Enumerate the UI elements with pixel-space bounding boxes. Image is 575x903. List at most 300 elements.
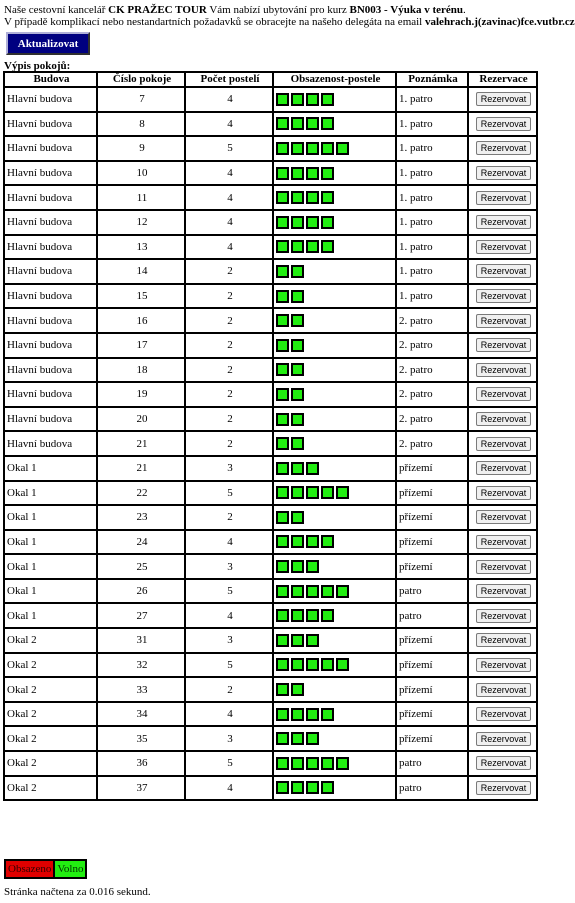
building-cell: Okal 1 xyxy=(4,505,97,530)
bed-free xyxy=(291,437,304,450)
bed-occupancy-bar xyxy=(276,93,395,106)
note-cell: 1. patro xyxy=(396,136,468,161)
building-cell: Okal 1 xyxy=(4,456,97,481)
bed-free xyxy=(321,708,334,721)
note-cell: 2. patro xyxy=(396,333,468,358)
beds-cell: 5 xyxy=(185,751,273,776)
column-header-room-number: Číslo pokoje xyxy=(97,72,185,87)
reserve-button[interactable]: Rezervovat xyxy=(476,92,532,106)
reserve-button[interactable]: Rezervovat xyxy=(476,289,532,303)
bed-occupancy-bar xyxy=(276,216,395,229)
occupancy-cell xyxy=(273,284,396,309)
building-cell: Hlavní budova xyxy=(4,210,97,235)
building-cell: Hlavní budova xyxy=(4,284,97,309)
note-cell: 1. patro xyxy=(396,112,468,137)
table-row xyxy=(4,776,537,801)
occupancy-cell xyxy=(273,185,396,210)
reserve-button[interactable]: Rezervovat xyxy=(476,314,532,328)
table-row xyxy=(4,751,537,776)
reserve-button[interactable]: Rezervovat xyxy=(476,584,532,598)
table-row xyxy=(4,603,537,628)
table-row xyxy=(4,382,537,407)
bed-free xyxy=(306,585,319,598)
building-cell: Hlavní budova xyxy=(4,333,97,358)
bed-free xyxy=(276,216,289,229)
bed-free xyxy=(291,290,304,303)
reservation-cell xyxy=(468,628,537,653)
reservation-cell xyxy=(468,185,537,210)
reserve-button[interactable]: Rezervovat xyxy=(476,117,532,131)
room-number-cell: 18 xyxy=(97,358,185,383)
bed-free xyxy=(306,142,319,155)
bed-free xyxy=(291,117,304,130)
bed-free xyxy=(291,535,304,548)
room-number-cell: 7 xyxy=(97,87,185,112)
beds-cell: 4 xyxy=(185,530,273,555)
beds-cell: 4 xyxy=(185,702,273,727)
reserve-button[interactable]: Rezervovat xyxy=(476,363,532,377)
room-number-cell: 22 xyxy=(97,481,185,506)
building-cell: Hlavní budova xyxy=(4,185,97,210)
reservation-cell xyxy=(468,603,537,628)
bed-free xyxy=(306,117,319,130)
bed-free xyxy=(276,142,289,155)
intro-text-part: . xyxy=(463,4,466,16)
occupancy-cell xyxy=(273,161,396,186)
bed-free xyxy=(306,462,319,475)
beds-cell: 5 xyxy=(185,136,273,161)
room-number-cell: 25 xyxy=(97,554,185,579)
bed-free xyxy=(276,290,289,303)
beds-cell: 3 xyxy=(185,554,273,579)
reservation-cell xyxy=(468,751,537,776)
bed-free xyxy=(276,93,289,106)
bed-occupancy-bar xyxy=(276,535,395,548)
room-number-cell: 9 xyxy=(97,136,185,161)
beds-cell: 2 xyxy=(185,284,273,309)
room-number-cell: 21 xyxy=(97,456,185,481)
reserve-button[interactable]: Rezervovat xyxy=(476,560,532,574)
beds-cell: 2 xyxy=(185,431,273,456)
bed-free xyxy=(291,314,304,327)
note-cell: 2. patro xyxy=(396,431,468,456)
occupancy-cell xyxy=(273,776,396,801)
bed-free xyxy=(336,585,349,598)
beds-cell: 4 xyxy=(185,776,273,801)
building-cell: Hlavní budova xyxy=(4,382,97,407)
occupancy-cell xyxy=(273,210,396,235)
reserve-button[interactable]: Rezervovat xyxy=(476,658,532,672)
table-row xyxy=(4,235,537,260)
bed-occupancy-bar xyxy=(276,462,395,475)
reservation-cell xyxy=(468,505,537,530)
beds-cell: 3 xyxy=(185,456,273,481)
reserve-button[interactable]: Rezervovat xyxy=(476,756,532,770)
table-row xyxy=(4,210,537,235)
note-cell: 2. patro xyxy=(396,407,468,432)
refresh-button[interactable]: Aktualizovat xyxy=(6,32,90,55)
bed-free xyxy=(276,732,289,745)
building-cell: Hlavní budova xyxy=(4,259,97,284)
note-cell: patro xyxy=(396,579,468,604)
bed-occupancy-bar xyxy=(276,486,395,499)
bed-free xyxy=(306,191,319,204)
room-number-cell: 24 xyxy=(97,530,185,555)
bed-free xyxy=(321,216,334,229)
rooms-title: Výpis pokojů: xyxy=(4,60,71,72)
reserve-button[interactable]: Rezervovat xyxy=(476,338,532,352)
reserve-button[interactable]: Rezervovat xyxy=(476,240,532,254)
bed-occupancy-bar xyxy=(276,339,395,352)
building-cell: Hlavní budova xyxy=(4,235,97,260)
bed-occupancy-bar xyxy=(276,191,395,204)
beds-cell: 4 xyxy=(185,161,273,186)
reserve-button[interactable]: Rezervovat xyxy=(476,633,532,647)
reserve-button[interactable]: Rezervovat xyxy=(476,535,532,549)
reserve-button[interactable]: Rezervovat xyxy=(476,141,532,155)
bed-occupancy-bar xyxy=(276,388,395,401)
bed-occupancy-bar xyxy=(276,683,395,696)
bed-occupancy-bar xyxy=(276,634,395,647)
reservation-cell xyxy=(468,136,537,161)
room-number-cell: 31 xyxy=(97,628,185,653)
reserve-button[interactable]: Rezervovat xyxy=(476,683,532,697)
bed-free xyxy=(291,93,304,106)
reserve-button[interactable]: Rezervovat xyxy=(476,486,532,500)
occupancy-cell xyxy=(273,628,396,653)
bed-free xyxy=(321,93,334,106)
bed-free xyxy=(321,142,334,155)
table-row xyxy=(4,185,537,210)
reserve-button[interactable]: Rezervovat xyxy=(476,732,532,746)
beds-cell: 4 xyxy=(185,185,273,210)
table-row xyxy=(4,456,537,481)
bed-occupancy-bar xyxy=(276,437,395,450)
bed-free xyxy=(306,486,319,499)
note-cell: přízemí xyxy=(396,505,468,530)
beds-cell: 4 xyxy=(185,210,273,235)
reservation-cell xyxy=(468,210,537,235)
bed-free xyxy=(291,486,304,499)
beds-cell: 2 xyxy=(185,677,273,702)
reserve-button[interactable]: Rezervovat xyxy=(476,387,532,401)
room-number-cell: 16 xyxy=(97,308,185,333)
occupancy-cell xyxy=(273,603,396,628)
reserve-button[interactable]: Rezervovat xyxy=(476,437,532,451)
table-row xyxy=(4,628,537,653)
page-load-time: Stránka načtena za 0.016 sekund. xyxy=(4,886,151,898)
bed-free xyxy=(276,314,289,327)
room-number-cell: 33 xyxy=(97,677,185,702)
intro-text-part: Vám nabízí ubytování pro kurz xyxy=(206,4,350,16)
table-header-row xyxy=(4,72,537,87)
column-header-reservation: Rezervace xyxy=(468,72,537,87)
reservation-cell xyxy=(468,431,537,456)
reserve-button[interactable]: Rezervovat xyxy=(476,412,532,426)
note-cell: přízemí xyxy=(396,628,468,653)
reservation-cell xyxy=(468,579,537,604)
note-cell: přízemí xyxy=(396,554,468,579)
bed-free xyxy=(291,462,304,475)
bed-free xyxy=(291,216,304,229)
bed-free xyxy=(291,363,304,376)
bed-free xyxy=(276,117,289,130)
bed-occupancy-bar xyxy=(276,314,395,327)
room-number-cell: 35 xyxy=(97,726,185,751)
legend xyxy=(4,859,87,879)
bed-occupancy-bar xyxy=(276,142,395,155)
beds-cell: 5 xyxy=(185,481,273,506)
occupancy-cell xyxy=(273,751,396,776)
occupancy-cell xyxy=(273,481,396,506)
note-cell: přízemí xyxy=(396,677,468,702)
table-row xyxy=(4,87,537,112)
bed-free xyxy=(276,462,289,475)
bed-occupancy-bar xyxy=(276,757,395,770)
table-row xyxy=(4,677,537,702)
table-row xyxy=(4,284,537,309)
bed-free xyxy=(276,437,289,450)
rooms-table xyxy=(3,71,538,801)
room-number-cell: 32 xyxy=(97,653,185,678)
bed-free xyxy=(276,388,289,401)
room-number-cell: 10 xyxy=(97,161,185,186)
note-cell: 2. patro xyxy=(396,358,468,383)
bed-free xyxy=(291,732,304,745)
bed-free xyxy=(321,117,334,130)
beds-cell: 2 xyxy=(185,333,273,358)
reserve-button[interactable]: Rezervovat xyxy=(476,510,532,524)
note-cell: 2. patro xyxy=(396,308,468,333)
table-row xyxy=(4,308,537,333)
beds-cell: 2 xyxy=(185,407,273,432)
occupancy-cell xyxy=(273,579,396,604)
bed-occupancy-bar xyxy=(276,265,395,278)
reservation-cell xyxy=(468,284,537,309)
building-cell: Okal 2 xyxy=(4,702,97,727)
bed-free xyxy=(291,339,304,352)
column-header-occupancy: Obsazenost-postele xyxy=(273,72,396,87)
bed-occupancy-bar xyxy=(276,363,395,376)
bed-free xyxy=(291,609,304,622)
bed-free xyxy=(306,732,319,745)
bed-free xyxy=(291,781,304,794)
bed-free xyxy=(306,708,319,721)
bed-free xyxy=(276,535,289,548)
reserve-button[interactable]: Rezervovat xyxy=(476,609,532,623)
occupancy-cell xyxy=(273,382,396,407)
note-cell: 1. patro xyxy=(396,235,468,260)
table-row xyxy=(4,161,537,186)
intro-text-part: Naše cestovní kancelář xyxy=(4,4,109,16)
occupancy-cell xyxy=(273,505,396,530)
bed-free xyxy=(306,93,319,106)
bed-free xyxy=(306,167,319,180)
room-number-cell: 13 xyxy=(97,235,185,260)
bed-free xyxy=(291,191,304,204)
beds-cell: 2 xyxy=(185,505,273,530)
bed-occupancy-bar xyxy=(276,167,395,180)
building-cell: Okal 2 xyxy=(4,653,97,678)
reservation-cell xyxy=(468,259,537,284)
bed-occupancy-bar xyxy=(276,658,395,671)
occupancy-cell xyxy=(273,431,396,456)
reserve-button[interactable]: Rezervovat xyxy=(476,166,532,180)
bed-free xyxy=(291,585,304,598)
bed-free xyxy=(321,535,334,548)
bed-free xyxy=(291,240,304,253)
building-cell: Hlavní budova xyxy=(4,136,97,161)
bed-free xyxy=(276,413,289,426)
table-row xyxy=(4,112,537,137)
reservation-cell xyxy=(468,653,537,678)
table-row xyxy=(4,579,537,604)
note-cell: patro xyxy=(396,776,468,801)
bed-free xyxy=(276,708,289,721)
bed-free xyxy=(291,634,304,647)
company-name: CK PRAŽEC TOUR xyxy=(108,4,207,16)
bed-occupancy-bar xyxy=(276,290,395,303)
table-row xyxy=(4,358,537,383)
reservation-cell xyxy=(468,308,537,333)
column-header-note: Poznámka xyxy=(396,72,468,87)
room-number-cell: 11 xyxy=(97,185,185,210)
beds-cell: 2 xyxy=(185,382,273,407)
table-row xyxy=(4,530,537,555)
note-cell: 2. patro xyxy=(396,382,468,407)
reserve-button[interactable]: Rezervovat xyxy=(476,707,532,721)
bed-free xyxy=(306,535,319,548)
reservation-cell xyxy=(468,702,537,727)
intro-line-2 xyxy=(4,16,575,28)
bed-free xyxy=(321,191,334,204)
table-row xyxy=(4,431,537,456)
building-cell: Okal 2 xyxy=(4,751,97,776)
reserve-button[interactable]: Rezervovat xyxy=(476,461,532,475)
bed-occupancy-bar xyxy=(276,708,395,721)
occupancy-cell xyxy=(273,702,396,727)
bed-free xyxy=(291,560,304,573)
bed-free xyxy=(291,757,304,770)
bed-free xyxy=(306,658,319,671)
bed-free xyxy=(306,634,319,647)
reservation-cell xyxy=(468,87,537,112)
reservation-cell xyxy=(468,677,537,702)
building-cell: Hlavní budova xyxy=(4,87,97,112)
occupancy-cell xyxy=(273,235,396,260)
beds-cell: 4 xyxy=(185,87,273,112)
occupancy-cell xyxy=(273,259,396,284)
bed-free xyxy=(306,781,319,794)
occupancy-cell xyxy=(273,554,396,579)
reservation-cell xyxy=(468,481,537,506)
occupancy-cell xyxy=(273,456,396,481)
reservation-cell xyxy=(468,235,537,260)
table-row xyxy=(4,505,537,530)
beds-cell: 5 xyxy=(185,653,273,678)
bed-free xyxy=(291,658,304,671)
building-cell: Hlavní budova xyxy=(4,161,97,186)
reserve-button[interactable]: Rezervovat xyxy=(476,191,532,205)
note-cell: přízemí xyxy=(396,481,468,506)
bed-free xyxy=(291,683,304,696)
reservation-cell xyxy=(468,358,537,383)
course-name: BN003 - Výuka v terénu xyxy=(349,4,464,16)
table-row xyxy=(4,333,537,358)
bed-free xyxy=(291,167,304,180)
room-number-cell: 37 xyxy=(97,776,185,801)
bed-free xyxy=(291,388,304,401)
occupancy-cell xyxy=(273,407,396,432)
reservation-cell xyxy=(468,382,537,407)
bed-occupancy-bar xyxy=(276,560,395,573)
occupancy-cell xyxy=(273,136,396,161)
bed-free xyxy=(321,609,334,622)
bed-free xyxy=(276,339,289,352)
bed-free xyxy=(306,240,319,253)
beds-cell: 3 xyxy=(185,726,273,751)
legend-occupied: Obsazeno xyxy=(4,859,55,879)
intro-text xyxy=(4,4,575,28)
beds-cell: 3 xyxy=(185,628,273,653)
reservation-cell xyxy=(468,726,537,751)
bed-free xyxy=(276,658,289,671)
bed-free xyxy=(336,757,349,770)
building-cell: Okal 2 xyxy=(4,726,97,751)
bed-free xyxy=(276,240,289,253)
bed-free xyxy=(306,609,319,622)
beds-cell: 5 xyxy=(185,579,273,604)
bed-occupancy-bar xyxy=(276,585,395,598)
intro-text-part: V případě komplikací nebo nestandartních požadavků se obracejte na našeho delegáta na email xyxy=(4,16,425,28)
bed-free xyxy=(336,142,349,155)
room-number-cell: 19 xyxy=(97,382,185,407)
table-row xyxy=(4,136,537,161)
building-cell: Hlavní budova xyxy=(4,308,97,333)
reserve-button[interactable]: Rezervovat xyxy=(476,781,532,795)
bed-occupancy-bar xyxy=(276,781,395,794)
bed-free xyxy=(306,757,319,770)
bed-free xyxy=(276,781,289,794)
table-row xyxy=(4,702,537,727)
note-cell: 1. patro xyxy=(396,185,468,210)
bed-free xyxy=(276,167,289,180)
note-cell: přízemí xyxy=(396,726,468,751)
bed-occupancy-bar xyxy=(276,511,395,524)
building-cell: Okal 2 xyxy=(4,677,97,702)
reservation-cell xyxy=(468,554,537,579)
occupancy-cell xyxy=(273,358,396,383)
room-number-cell: 36 xyxy=(97,751,185,776)
legend-free: Volno xyxy=(53,859,87,879)
reserve-button[interactable]: Rezervovat xyxy=(476,264,532,278)
bed-free xyxy=(276,265,289,278)
beds-cell: 4 xyxy=(185,235,273,260)
bed-free xyxy=(321,167,334,180)
intro-line-1 xyxy=(4,4,540,16)
reserve-button[interactable]: Rezervovat xyxy=(476,215,532,229)
occupancy-cell xyxy=(273,112,396,137)
bed-free xyxy=(276,363,289,376)
bed-occupancy-bar xyxy=(276,240,395,253)
column-header-building: Budova xyxy=(4,72,97,87)
bed-free xyxy=(321,585,334,598)
note-cell: patro xyxy=(396,751,468,776)
building-cell: Okal 2 xyxy=(4,776,97,801)
table-row xyxy=(4,554,537,579)
bed-free xyxy=(291,265,304,278)
building-cell: Okal 2 xyxy=(4,628,97,653)
